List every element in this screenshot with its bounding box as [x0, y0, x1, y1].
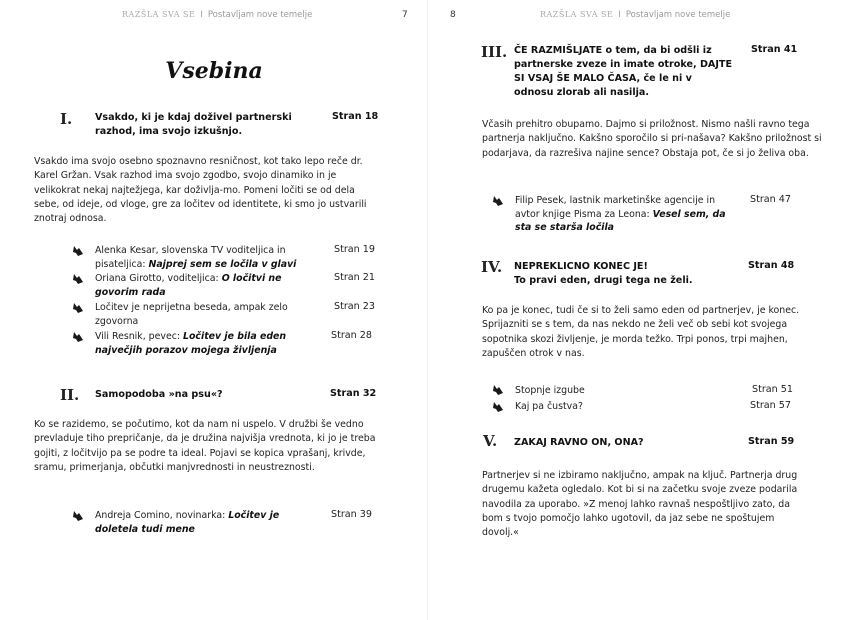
section-title-line-1: NEPREKLICNO KONEC JE! — [514, 261, 648, 272]
leaf-bullet-icon — [492, 401, 504, 413]
toc-item-text: Vili Resnik, pevec: — [95, 331, 184, 342]
page-number: 8 — [450, 10, 456, 20]
toc-item-emphasis: Ločitev je bila eden največjih porazov mojega življenja — [95, 331, 287, 356]
section-page: Stran 48 — [748, 260, 795, 271]
toc-item-page: Stran 39 — [331, 509, 373, 520]
section-title-line-2: To pravi eden, drugi tega ne želi. — [514, 275, 693, 286]
leaf-bullet-icon — [72, 331, 84, 343]
roman-numeral: II. — [60, 386, 80, 404]
section-page: Stran 18 — [332, 111, 379, 122]
leaf-bullet-icon — [492, 384, 504, 396]
toc-item-page: Stran 19 — [334, 244, 376, 255]
toc-item-text: Ločitev je neprijetna beseda, ampak zelo zgovorna — [95, 302, 288, 327]
page-title: Vsebina — [165, 58, 263, 84]
toc-item-page: Stran 47 — [750, 194, 792, 205]
section-title[interactable]: ČE RAZMIŠLJATE o tem, da bi odšli iz partnerske zveze in imate otroke, DAJTE SI VSAJ ŠE MALO ČASA, če le ni v odnosu zlorab ali nasilja. — [514, 45, 732, 98]
toc-item-page: Stran 21 — [334, 272, 376, 283]
book-subtitle: Postavljam nove temelje — [207, 10, 313, 20]
section-summary: Partnerjev si ne izbiramo naključno, ampak na ključ. Partnerja drug drugemu kažeta ogledalo. Kot bi si na začetku svoje zveze podarila navodila za uporabo. »Z menoj lahko ravnaš nespoštljivo zato, da bom s tvojo pomočjo lahko ugotovil, da jaz sebe ne spoštujem dovolj.« — [482, 470, 798, 539]
toc-item-page: Stran 28 — [331, 330, 373, 341]
roman-numeral: IV. — [481, 258, 503, 276]
leaf-bullet-icon — [72, 245, 84, 257]
page-number: 7 — [402, 10, 408, 20]
toc-item-page: Stran 23 — [334, 301, 376, 312]
toc-item-emphasis: Vesel sem, da sta se starša ločila — [515, 208, 726, 233]
running-head — [540, 10, 730, 20]
book-subtitle: Postavljam nove temelje — [625, 10, 731, 20]
toc-item-page: Stran 57 — [750, 400, 792, 411]
toc-item-text: Alenka Kesar, slovenska TV voditeljica in pisateljica: — [95, 245, 286, 270]
toc-item-text: Kaj pa čustva? — [515, 401, 583, 412]
running-head — [122, 10, 312, 20]
toc-item-page: Stran 51 — [752, 384, 794, 395]
toc-item-text: Andreja Comino, novinarka: — [95, 510, 229, 521]
running-head-separator: I — [200, 10, 203, 20]
section-title[interactable]: Vsakdo, ki je kdaj doživel partnerski razhod, ima svojo izkušnjo. — [95, 112, 292, 137]
leaf-bullet-icon — [492, 195, 504, 207]
roman-numeral: III. — [481, 43, 508, 61]
toc-item-text: Stopnje izgube — [515, 385, 585, 396]
toc-item-emphasis: O ločitvi ne govorim rada — [95, 273, 282, 298]
book-brand: RAZŠLA SVA SE — [540, 10, 614, 19]
section-summary: Ko se razidemo, se počutimo, kot da nam ni uspelo. V družbi še vedno prevladuje tiho prepričanje, da je družina najvišja vrednota, ki jo je treba gojiti, z ločitvijo pa se podre ta ideal. Pojavi se kopica vprašanj, krivde, sramu, primerjanja, občutki manjvrednosti in neustreznosti. — [34, 419, 376, 473]
toc-item-emphasis: Najprej sem se ločila v glavi — [148, 258, 297, 270]
section-summary: Včasih prehitro obupamo. Dajmo si priložnost. Nismo našli ravno tega partnerja naključno. Kakšno sporočilo si pri-našava? Kakšno priložnost si podarjava, da razrešiva najine sence? Obstaja pot, če si jo želiva oba. — [482, 119, 822, 159]
section-summary: Ko pa je konec, tudi če si to želi samo eden od partnerjev, je konec. Sprijazniti se s tem, da nas nekdo ne želi več ob sebi kot svojega sopotnika skozi življenje, je morda težko. Trpi ponos, trpi majhen, zapuščen otrok v nas. — [482, 305, 800, 359]
section-page: Stran 32 — [330, 388, 377, 399]
toc-item-text: Oriana Girotto, voditeljica: — [95, 273, 222, 284]
roman-numeral: V. — [483, 432, 498, 450]
roman-numeral: I. — [60, 110, 73, 128]
right-page — [428, 0, 856, 620]
section-title[interactable]: Samopodoba »na psu«? — [95, 389, 223, 400]
section-page: Stran 59 — [748, 436, 795, 447]
toc-item-emphasis: Ločitev je doletela tudi mene — [95, 510, 280, 535]
leaf-bullet-icon — [72, 302, 84, 314]
leaf-bullet-icon — [72, 510, 84, 522]
section-page: Stran 41 — [751, 44, 798, 55]
section-title[interactable]: ZAKAJ RAVNO ON, ONA? — [514, 437, 644, 448]
toc-item-text: Filip Pesek, lastnik marketinške agencije in avtor knjige Pisma za Leona: — [515, 195, 716, 220]
running-head-separator: I — [618, 10, 621, 20]
section-summary: Vsakdo ima svojo osebno spoznavno resničnost, kot tako lepo reče dr. Karel Gržan. Vsak razhod ima svojo zgodbo, svojo dinamiko in je velikokrat nekaj najtežjega, kar doživlja-mo. Pomeni ločiti se od dela sebe, od ideje, od vloge, gre za ločitev od identitete, ki smo jo ustvarili znotraj odnosa. — [34, 156, 367, 225]
book-brand: RAZŠLA SVA SE — [122, 10, 196, 19]
leaf-bullet-icon — [72, 273, 84, 285]
section-title[interactable] — [514, 260, 744, 288]
